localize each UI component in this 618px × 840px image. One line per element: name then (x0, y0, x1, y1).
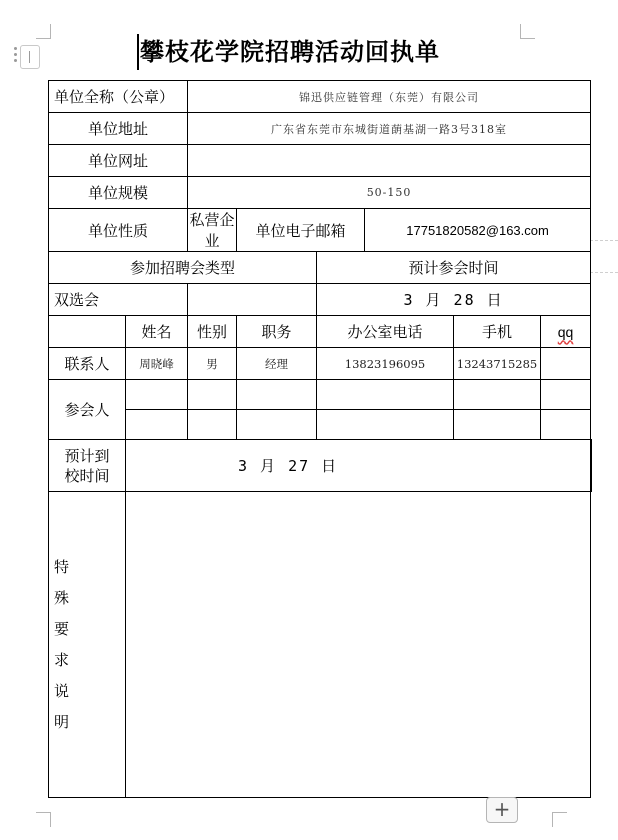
email-label: 单位电子邮箱 (237, 209, 365, 252)
add-row-button[interactable]: + (486, 797, 518, 823)
document-title[interactable]: 攀枝花学院招聘活动回执单 (137, 34, 440, 70)
page-corner-mark (552, 812, 567, 827)
header-mobile: 手机 (454, 316, 541, 348)
fair-type-extra-cell[interactable] (188, 284, 317, 316)
contact-mobile-field[interactable]: 13243715285 (454, 348, 541, 380)
contact-name-field[interactable]: 周晓峰 (126, 348, 188, 380)
address-label: 单位地址 (49, 113, 188, 145)
expected-time-label: 预计参会时间 (317, 252, 591, 284)
attendee-2-qq-field[interactable] (541, 410, 591, 440)
arrival-label-line2: 校时间 (64, 466, 110, 485)
special-label-char: 明 (54, 712, 70, 731)
margin-guide (590, 272, 618, 273)
contact-header-blank (49, 316, 126, 348)
expected-time-field[interactable]: 3 月 28 日 (317, 284, 591, 316)
special-label-char: 说 (54, 681, 70, 700)
company-name-field[interactable]: 锦迅供应链管理（东莞）有限公司 (188, 81, 591, 113)
contact-office-phone-field[interactable]: 13823196095 (317, 348, 454, 380)
page-corner-mark (36, 812, 51, 827)
address-field[interactable]: 广东省东莞市东城街道蓢基湖一路3号318室 (188, 113, 591, 145)
arrival-label-line1: 预计到 (64, 446, 110, 465)
contact-position-field[interactable]: 经理 (237, 348, 317, 380)
email-field[interactable]: 17751820582@163.com (365, 209, 591, 252)
special-requirements-field[interactable] (126, 492, 591, 798)
attendee-1-qq-field[interactable] (541, 380, 591, 410)
website-field[interactable] (188, 145, 591, 177)
nature-field[interactable]: 私营企业 (188, 209, 237, 252)
special-requirements-label (49, 492, 126, 798)
special-label-char: 求 (54, 650, 70, 669)
attendee-2-position-field[interactable] (237, 410, 317, 440)
fair-type-field[interactable]: 双选会 (49, 284, 188, 316)
nature-label: 单位性质 (49, 209, 188, 252)
attendee-1-position-field[interactable] (237, 380, 317, 410)
special-label-char: 要 (54, 619, 70, 638)
arrival-time-field[interactable]: 3 月 27 日 (126, 440, 591, 492)
contact-label: 联系人 (49, 348, 126, 380)
table-select-icon[interactable] (20, 45, 40, 69)
attendee-2-mobile-field[interactable] (454, 410, 541, 440)
attendees-label: 参会人 (49, 380, 126, 440)
attendee-1-mobile-field[interactable] (454, 380, 541, 410)
company-name-label: 单位全称（公章） (49, 81, 188, 113)
header-office-phone: 办公室电话 (317, 316, 454, 348)
header-position: 职务 (237, 316, 317, 348)
special-label-char: 特 (54, 557, 70, 576)
header-name: 姓名 (126, 316, 188, 348)
receipt-form-table (48, 80, 592, 798)
attendee-2-name-field[interactable] (126, 410, 188, 440)
drag-handle-icon[interactable] (12, 44, 40, 70)
attendee-1-name-field[interactable] (126, 380, 188, 410)
scale-label: 单位规模 (49, 177, 188, 209)
page-corner-mark (520, 24, 535, 39)
website-label: 单位网址 (49, 145, 188, 177)
contact-qq-field[interactable] (541, 348, 591, 380)
attendee-1-office-phone-field[interactable] (317, 380, 454, 410)
header-qq (541, 316, 591, 348)
arrival-label (49, 440, 126, 492)
attendee-2-gender-field[interactable] (188, 410, 237, 440)
qq-header-text: qq (557, 323, 574, 340)
scale-field[interactable]: 50-150 (188, 177, 591, 209)
margin-guide (590, 240, 618, 241)
attendee-1-gender-field[interactable] (188, 380, 237, 410)
page-corner-mark (36, 24, 51, 39)
special-label-char: 殊 (54, 588, 70, 607)
fair-type-label: 参加招聘会类型 (49, 252, 317, 284)
attendee-2-office-phone-field[interactable] (317, 410, 454, 440)
header-gender: 性别 (188, 316, 237, 348)
contact-gender-field[interactable]: 男 (188, 348, 237, 380)
